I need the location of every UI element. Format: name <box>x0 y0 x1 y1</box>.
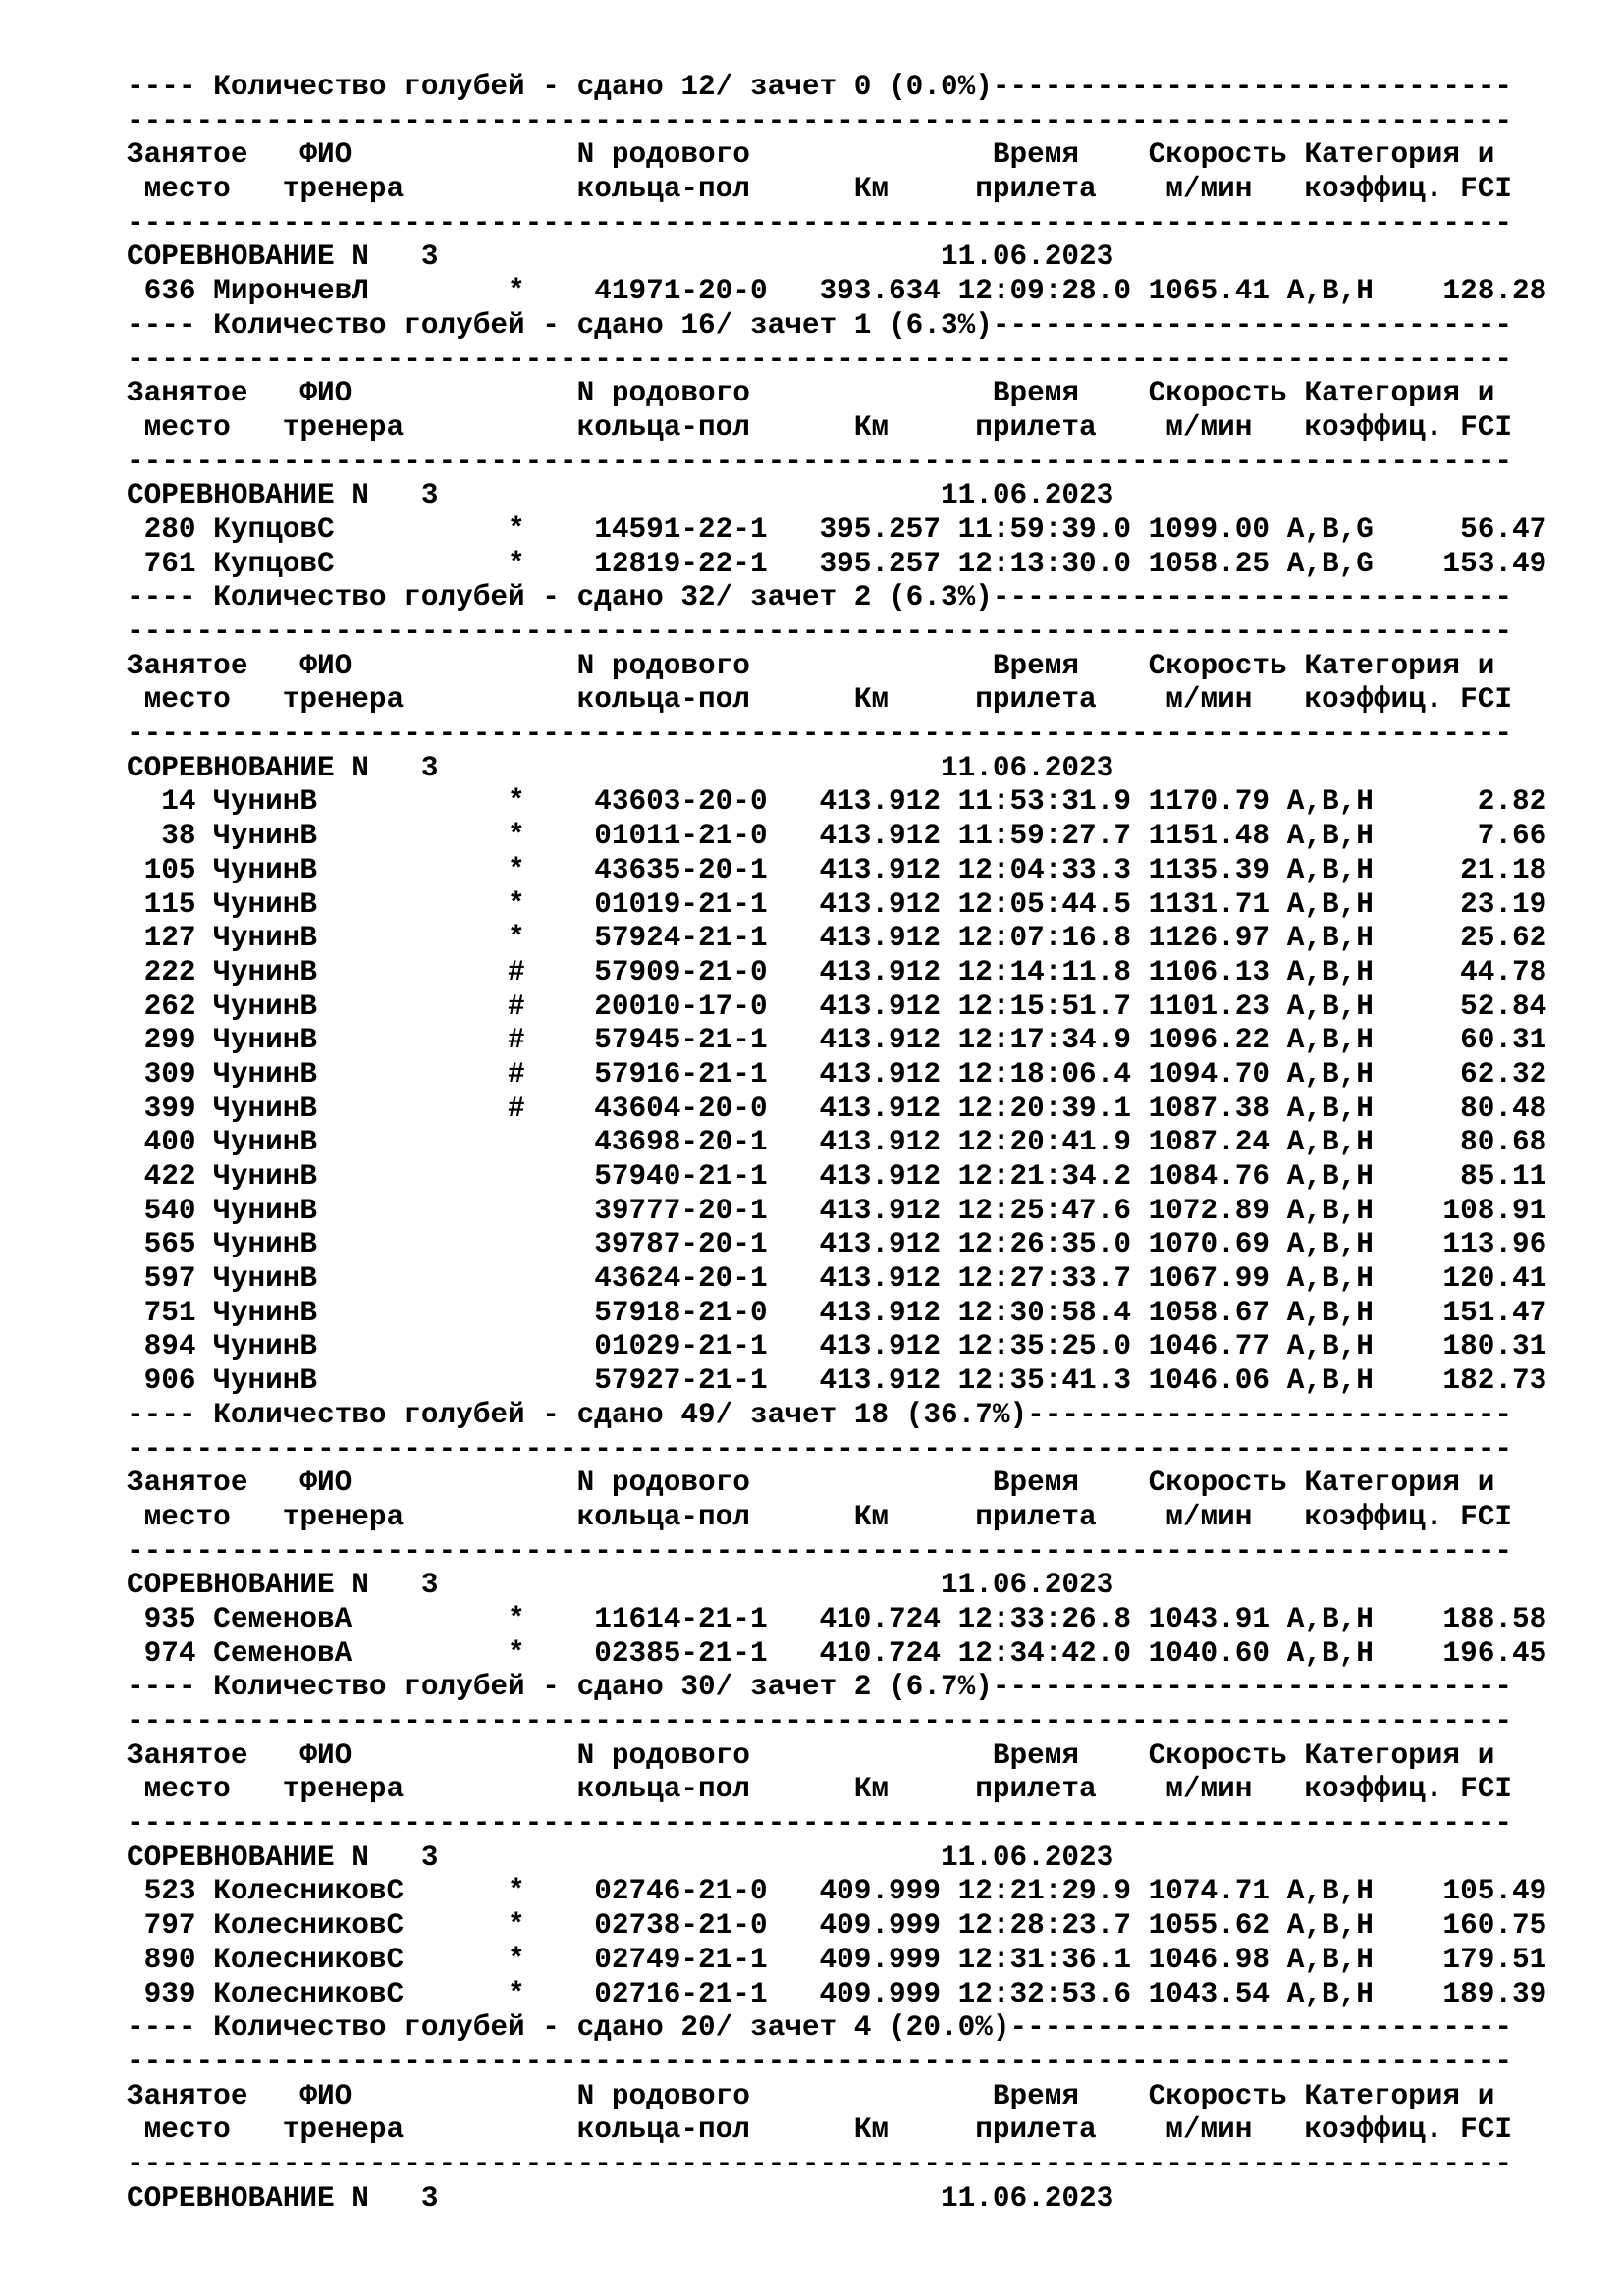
result-row: 935 СеменовА * 11614-21-1 410.724 12:33:26.8 1043.91 A,B,H 188.58 <box>127 1602 1547 1635</box>
result-row: 309 ЧунинВ # 57916-21-1 413.912 12:18:06.4 1094.70 A,B,H 62.32 <box>127 1057 1547 1091</box>
separator-line: -------------------------------------------------------------------------------- <box>127 343 1512 376</box>
result-row: 890 КолесниковС * 02749-21-1 409.999 12:31:36.1 1046.98 A,B,H 179.51 <box>127 1943 1547 1976</box>
result-row: 422 ЧунинВ 57940-21-1 413.912 12:21:34.2 1084.76 A,B,H 85.11 <box>127 1160 1547 1193</box>
result-row: 797 КолесниковС * 02738-21-0 409.999 12:28:23.7 1055.62 A,B,H 160.75 <box>127 1909 1547 1943</box>
separator-line: -------------------------------------------------------------------------------- <box>127 2147 1512 2180</box>
column-header-line-2: место тренера кольца-пол Км прилета м/мин коэффиц. FCI <box>127 2113 1512 2147</box>
separator-line: -------------------------------------------------------------------------------- <box>127 1432 1512 1466</box>
competition-line: СОРЕВНОВАНИЕ N 3 11.06.2023 <box>127 2181 1114 2215</box>
column-header-line-1: Занятое ФИО N родового Время Скорость Категория и <box>127 1738 1495 1772</box>
summary-line: ---- Количество голубей - сдано 49/ зачет 18 (36.7%)---------------------------- <box>127 1398 1512 1431</box>
result-row: 14 ЧунинВ * 43603-20-0 413.912 11:53:31.9 1170.79 A,B,H 2.82 <box>127 785 1547 819</box>
column-header-line-1: Занятое ФИО N родового Время Скорость Категория и <box>127 649 1495 682</box>
result-row: 636 МирончевЛ * 41971-20-0 393.634 12:09:28.0 1065.41 A,B,H 128.28 <box>127 275 1547 308</box>
column-header-line-1: Занятое ФИО N родового Время Скорость Категория и <box>127 2079 1495 2112</box>
result-row: 222 ЧунинВ # 57909-21-0 413.912 12:14:11.8 1106.13 A,B,H 44.78 <box>127 955 1547 988</box>
column-header-line-2: место тренера кольца-пол Км прилета м/мин коэффиц. FCI <box>127 1500 1512 1533</box>
result-row: 299 ЧунинВ # 57945-21-1 413.912 12:17:34.9 1096.22 A,B,H 60.31 <box>127 1024 1547 1057</box>
result-row: 115 ЧунинВ * 01019-21-1 413.912 12:05:44.5 1131.71 A,B,H 23.19 <box>127 887 1547 921</box>
result-row: 523 КолесниковС * 02746-21-0 409.999 12:21:29.9 1074.71 A,B,H 105.49 <box>127 1875 1547 1908</box>
separator-line: -------------------------------------------------------------------------------- <box>127 104 1512 137</box>
competition-line: СОРЕВНОВАНИЕ N 3 11.06.2023 <box>127 240 1114 274</box>
result-row: 399 ЧунинВ # 43604-20-0 413.912 12:20:39.1 1087.38 A,B,H 80.48 <box>127 1092 1547 1125</box>
result-row: 565 ЧунинВ 39787-20-1 413.912 12:26:35.0 1070.69 A,B,H 113.96 <box>127 1228 1547 1261</box>
separator-line: -------------------------------------------------------------------------------- <box>127 1807 1512 1841</box>
summary-line: ---- Количество голубей - сдано 20/ зачет 4 (20.0%)----------------------------- <box>127 2011 1512 2045</box>
result-row: 127 ЧунинВ * 57924-21-1 413.912 12:07:16.8 1126.97 A,B,H 25.62 <box>127 922 1547 955</box>
separator-line: -------------------------------------------------------------------------------- <box>127 1705 1512 1737</box>
competition-line: СОРЕВНОВАНИЕ N 3 11.06.2023 <box>127 1569 1114 1602</box>
column-header-line-2: место тренера кольца-пол Км прилета м/мин коэффиц. FCI <box>127 173 1512 206</box>
competition-line: СОРЕВНОВАНИЕ N 3 11.06.2023 <box>127 1841 1114 1874</box>
separator-line: -------------------------------------------------------------------------------- <box>127 2045 1512 2078</box>
summary-line: ---- Количество голубей - сдано 32/ зачет 2 (6.3%)------------------------------ <box>127 581 1512 614</box>
column-header-line-1: Занятое ФИО N родового Время Скорость Категория и <box>127 1467 1495 1500</box>
separator-line: -------------------------------------------------------------------------------- <box>127 445 1512 478</box>
column-header-line-1: Занятое ФИО N родового Время Скорость Категория и <box>127 377 1495 410</box>
competition-line: СОРЕВНОВАНИЕ N 3 11.06.2023 <box>127 751 1114 784</box>
separator-line: -------------------------------------------------------------------------------- <box>127 615 1512 648</box>
column-header-line-1: Занятое ФИО N родового Время Скорость Категория и <box>127 138 1495 172</box>
result-row: 262 ЧунинВ # 20010-17-0 413.912 12:15:51.7 1101.23 A,B,H 52.84 <box>127 989 1547 1023</box>
result-row: 761 КупцовС * 12819-22-1 395.257 12:13:30.0 1058.25 A,B,G 153.49 <box>127 547 1547 580</box>
result-row: 38 ЧунинВ * 01011-21-0 413.912 11:59:27.7 1151.48 A,B,H 7.66 <box>127 820 1547 853</box>
result-row: 751 ЧунинВ 57918-21-0 413.912 12:30:58.4 1058.67 A,B,H 151.47 <box>127 1296 1547 1329</box>
result-row: 894 ЧунинВ 01029-21-1 413.912 12:35:25.0 1046.77 A,B,H 180.31 <box>127 1330 1547 1363</box>
separator-line: -------------------------------------------------------------------------------- <box>127 1534 1512 1568</box>
result-row: 597 ЧунинВ 43624-20-1 413.912 12:27:33.7 1067.99 A,B,H 120.41 <box>127 1262 1547 1296</box>
result-row: 974 СеменовА * 02385-21-1 410.724 12:34:42.0 1040.60 A,B,H 196.45 <box>127 1636 1547 1670</box>
summary-line: ---- Количество голубей - сдано 16/ зачет 1 (6.3%)------------------------------ <box>127 308 1512 342</box>
result-row: 400 ЧунинВ 43698-20-1 413.912 12:20:41.9 1087.24 A,B,H 80.68 <box>127 1126 1547 1159</box>
result-row: 280 КупцовС * 14591-22-1 395.257 11:59:39.0 1099.00 A,B,G 56.47 <box>127 512 1547 546</box>
separator-line: -------------------------------------------------------------------------------- <box>127 718 1512 751</box>
result-row: 105 ЧунинВ * 43635-20-1 413.912 12:04:33.3 1135.39 A,B,H 21.18 <box>127 853 1547 886</box>
column-header-line-2: место тренера кольца-пол Км прилета м/мин коэффиц. FCI <box>127 683 1512 717</box>
summary-line: ---- Количество голубей - сдано 30/ зачет 2 (6.7%)------------------------------ <box>127 1671 1512 1704</box>
column-header-line-2: место тренера кольца-пол Км прилета м/мин коэффиц. FCI <box>127 1773 1512 1806</box>
results-report <box>127 71 1546 2216</box>
competition-line: СОРЕВНОВАНИЕ N 3 11.06.2023 <box>127 479 1114 512</box>
result-row: 906 ЧунинВ 57927-21-1 413.912 12:35:41.3 1046.06 A,B,H 182.73 <box>127 1364 1547 1398</box>
separator-line: -------------------------------------------------------------------------------- <box>127 206 1512 240</box>
column-header-line-2: место тренера кольца-пол Км прилета м/мин коэффиц. FCI <box>127 410 1512 444</box>
summary-line: ---- Количество голубей - сдано 12/ зачет 0 (0.0%)------------------------------ <box>127 71 1512 103</box>
result-row: 540 ЧунинВ 39777-20-1 413.912 12:25:47.6 1072.89 A,B,H 108.91 <box>127 1194 1547 1227</box>
result-row: 939 КолесниковС * 02716-21-1 409.999 12:32:53.6 1043.54 A,B,H 189.39 <box>127 1977 1547 2010</box>
